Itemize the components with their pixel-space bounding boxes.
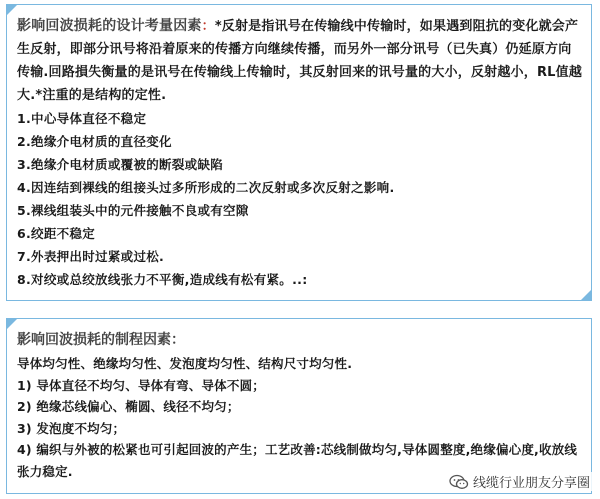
intro-text: *反射是指讯号在传输线中传输时，如果遇到阻抗的变化就会产生反射，即部分讯号将沿着原来的传播方向继续传播，而另外一部分讯号（已失真）仍延原方向传输.回路損失衡量的是讯号在传输线上传输时，其反射回来的讯号量的大小，反射越小，RL值越大.*注重的是结构的定性. xyxy=(17,19,583,103)
list-item: 7.外表押出时过紧或过松. xyxy=(17,249,165,264)
watermark-text: 线缆行业朋友分享圈 xyxy=(472,476,590,491)
design-factors-intro xyxy=(17,15,583,107)
list-item: 4.因连结到裸线的组接头过多所形成的二次反射或多次反射之影响. xyxy=(17,180,395,195)
list-item: 1.中心导体直径不稳定 xyxy=(17,111,147,126)
list-item: 6.绞距不稳定 xyxy=(17,226,96,241)
design-factors-card xyxy=(6,4,592,301)
process-line: 1) 导体直径不均匀、导体有弯、导体不圆； xyxy=(17,377,265,393)
watermark xyxy=(447,472,592,491)
list-item: 3.绝缘介电材质或覆被的断裂或缺陷 xyxy=(17,157,224,172)
heading-colon: ： xyxy=(201,19,215,34)
process-line: 导体均匀性、绝缘均匀性、发泡度均匀性、结构尺寸均匀性. xyxy=(17,356,353,371)
corner-decoration xyxy=(6,4,18,16)
section-heading: 影响回波损耗的设计考量因素 xyxy=(17,18,202,34)
list-item: 5.裸线组装头中的元件接触不良或有空隙 xyxy=(17,203,249,218)
process-line: 2) 绝缘芯线偏心、椭圆、线径不均匀； xyxy=(17,399,240,414)
list-item: 8.对绞或总绞放线张力不平衡,造成线有松有紧。..: xyxy=(17,272,308,287)
section-heading: 影响回波损耗的制程因素： xyxy=(17,332,185,348)
wechat-icon xyxy=(449,474,469,490)
process-line: 4) 编织与外被的松紧也可引起回波的产生；工艺改善:芯线制做均匀,导体圆整度,绝缘偏心度,收放线张力稳定. xyxy=(17,442,578,479)
process-line: 3) 发泡度不均匀； xyxy=(17,420,126,436)
corner-decoration xyxy=(6,318,18,330)
list-item: 2.绝缘介电材质的直径变化 xyxy=(17,134,172,149)
corner-decoration xyxy=(580,289,592,301)
process-factors-card xyxy=(6,318,592,494)
